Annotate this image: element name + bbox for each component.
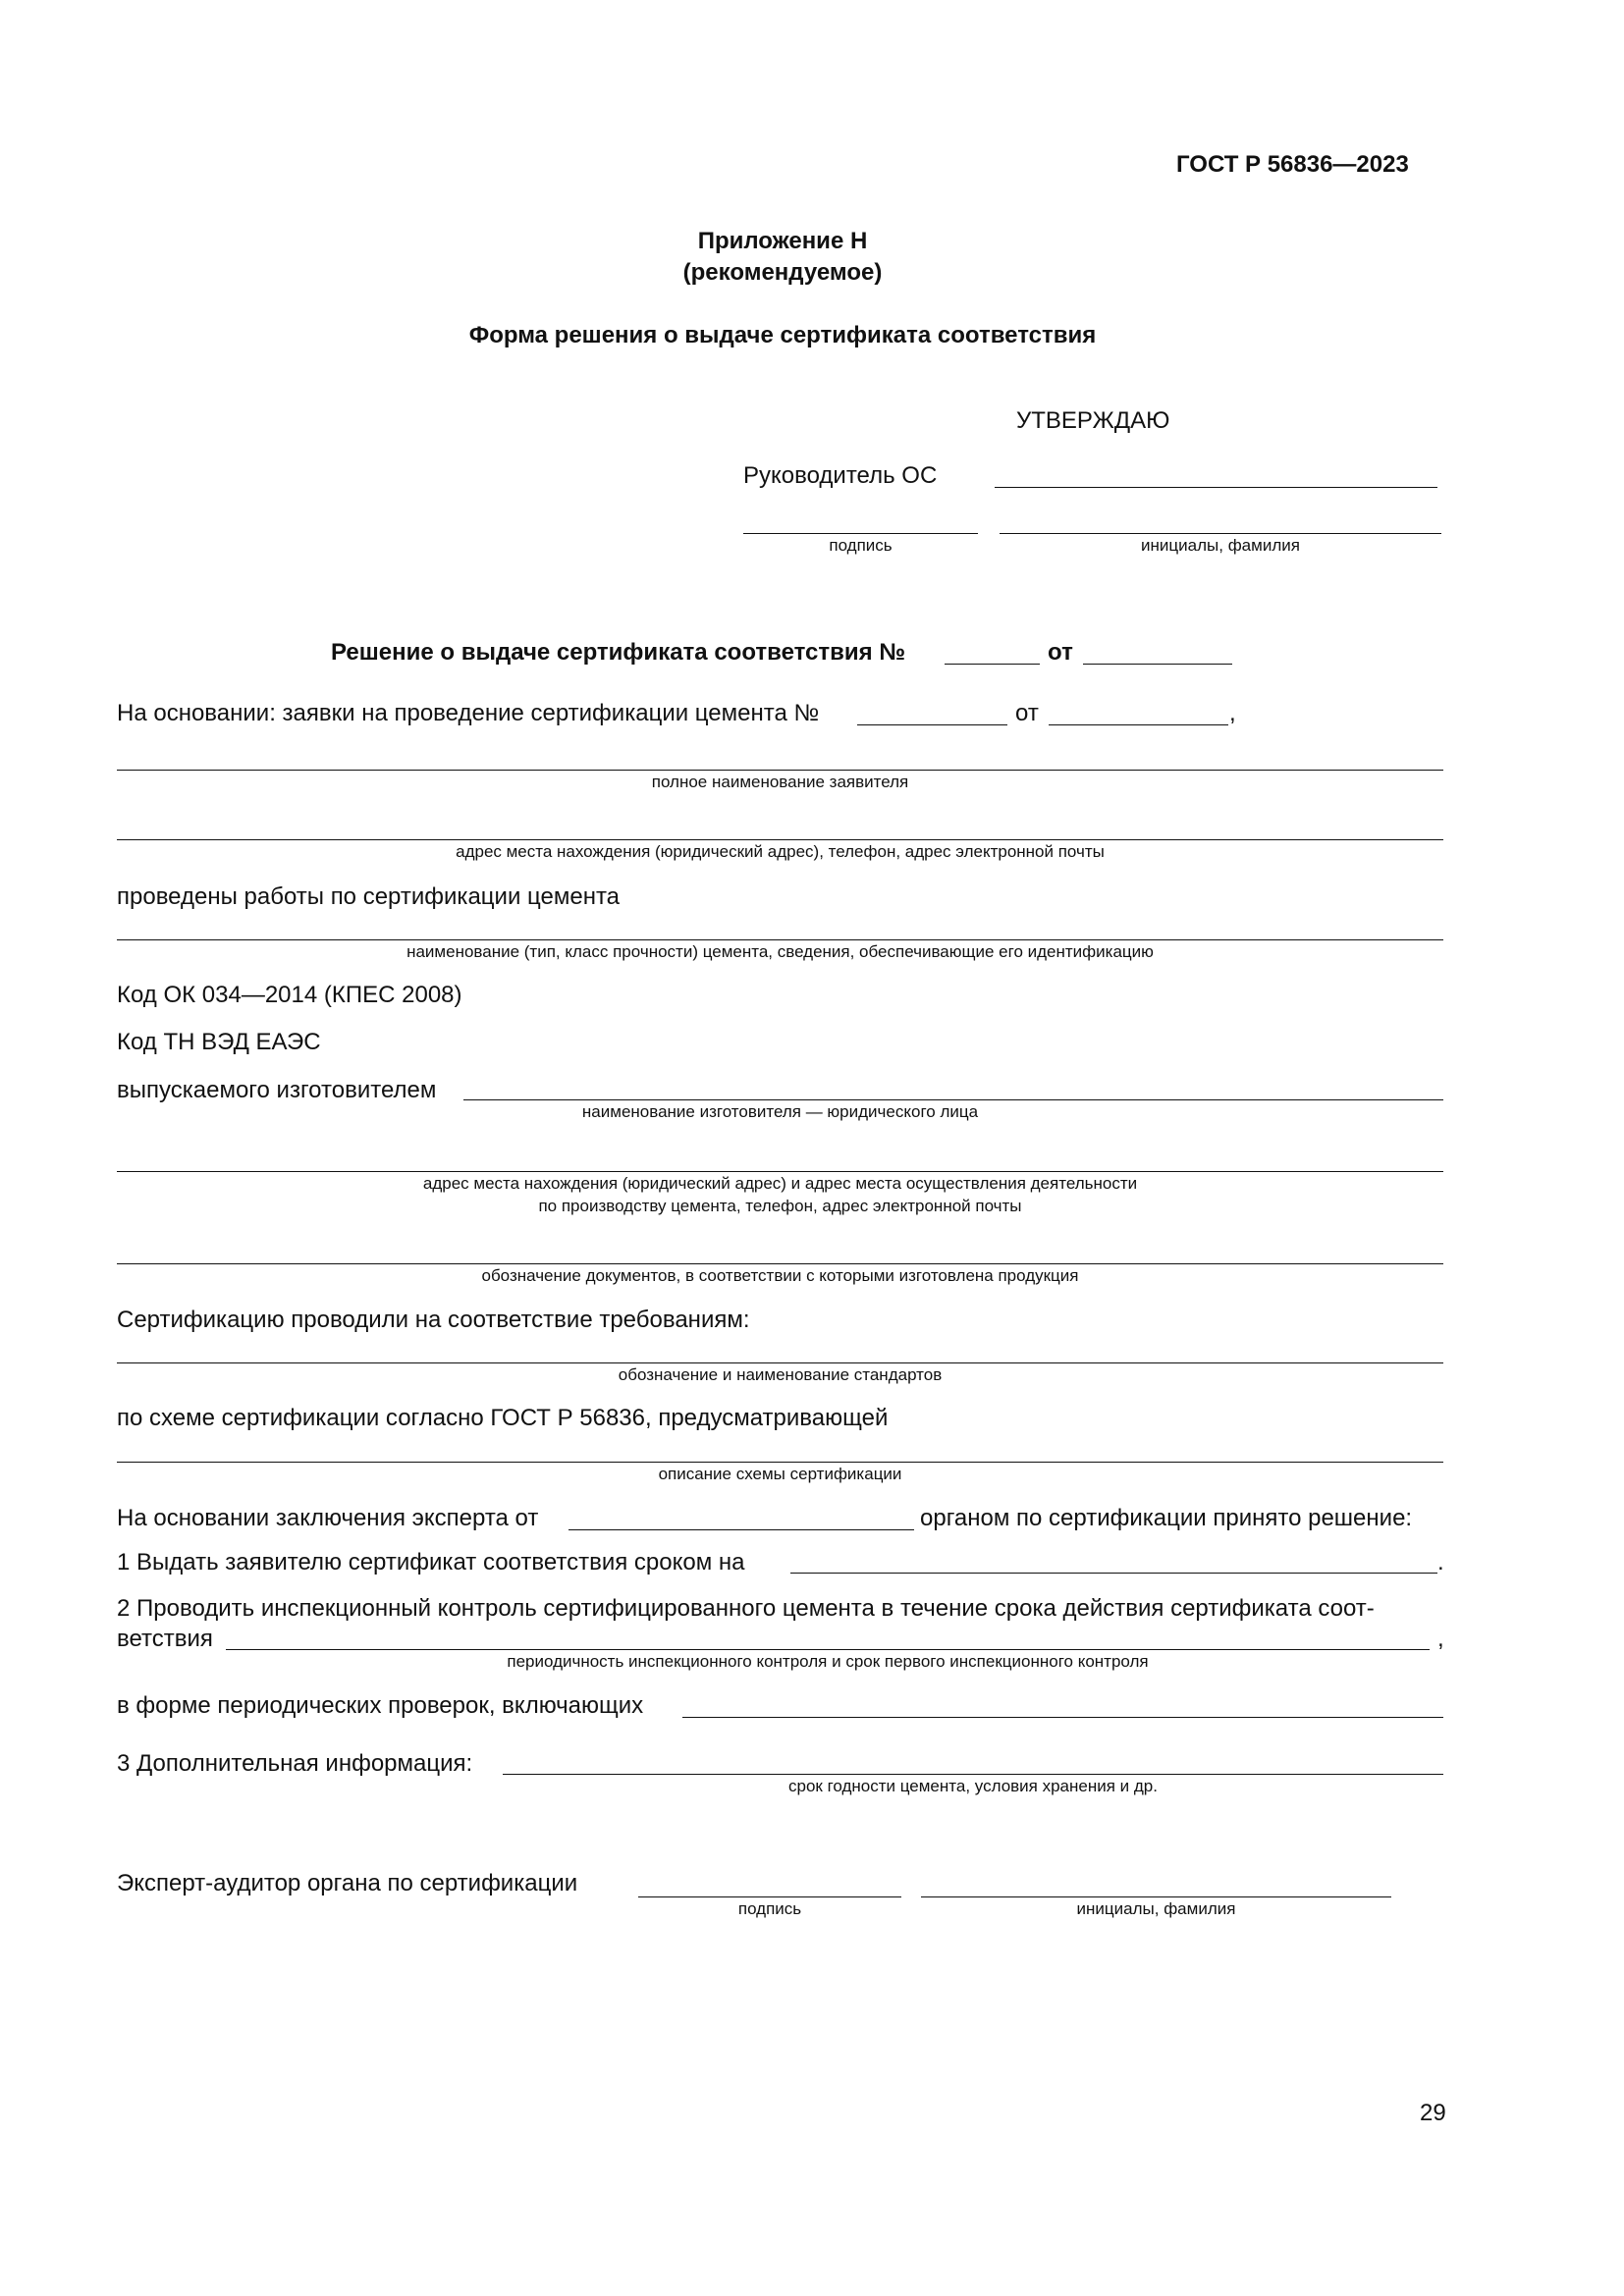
manufacturer-address-field[interactable] [117, 1171, 1443, 1172]
standards-field[interactable] [117, 1362, 1443, 1363]
manufacturer-address-caption-2: по производству цемента, телефон, адрес электронной почты [538, 1197, 1022, 1215]
basis-comma: , [1229, 700, 1236, 726]
certificate-term-field[interactable] [790, 1573, 1437, 1574]
manufacturer-name-field[interactable] [463, 1099, 1443, 1100]
decision-title: Решение о выдаче сертификата соответствия № [331, 639, 906, 666]
expert-name-field[interactable] [921, 1896, 1391, 1897]
head-name-field[interactable] [1000, 533, 1441, 534]
manufacturer-name-caption: наименование изготовителя — юридического лица [581, 1102, 979, 1121]
head-signature-field[interactable] [743, 533, 978, 534]
conclusion-suffix: органом по сертификации принято решение: [920, 1505, 1413, 1531]
basis-from-label: от [1015, 700, 1039, 726]
applicant-address-caption: адрес места нахождения (юридический адрес), телефон, адрес электронной почты [456, 842, 1105, 861]
applicant-name-field[interactable] [117, 770, 1443, 771]
scheme-text: по схеме сертификации согласно ГОСТ Р 56836, предусматривающей [117, 1405, 889, 1431]
head-name-caption: инициалы, фамилия [1141, 536, 1300, 555]
cement-name-field[interactable] [117, 939, 1443, 940]
expert-auditor-label: Эксперт-аудитор органа по сертификации [117, 1870, 578, 1896]
production-docs-field[interactable] [117, 1263, 1443, 1264]
head-os-field[interactable] [995, 487, 1437, 488]
decision-number-field[interactable] [945, 664, 1040, 665]
basis-text: На основании: заявки на проведение сертификации цемента № [117, 700, 820, 726]
manufacturer-label: выпускаемого изготовителем [117, 1077, 437, 1103]
expert-signature-field[interactable] [638, 1896, 901, 1897]
item-2-comma: , [1437, 1626, 1444, 1652]
item-2-text-line-2: ветствия [117, 1626, 213, 1652]
applicant-name-caption: полное наименование заявителя [651, 773, 909, 791]
tnved-code-label: Код ТН ВЭД ЕАЭС [117, 1029, 321, 1055]
okpd-code-label: Код ОК 034—2014 (КПЕС 2008) [117, 982, 462, 1008]
approve-label: УТВЕРЖДАЮ [1016, 407, 1170, 434]
head-os-label: Руководитель ОС [743, 462, 938, 489]
manufacturer-address-caption-1: адрес места нахождения (юридический адрес) и адрес места осуществления деятельности [422, 1174, 1138, 1193]
decision-from-label: от [1048, 639, 1073, 666]
page-number: 29 [1420, 2100, 1446, 2126]
item-2-text-line-1: 2 Проводить инспекционный контроль сертифицированного цемента в течение срока действия сертификата соот- [117, 1595, 1375, 1622]
application-number-field[interactable] [857, 724, 1007, 725]
cement-name-caption: наименование (тип, класс прочности) цемента, сведения, обеспечивающие его идентификацию [406, 942, 1154, 961]
expert-conclusion-date-field[interactable] [568, 1529, 914, 1530]
additional-info-caption: срок годности цемента, условия хранения и др. [788, 1777, 1158, 1795]
works-text: проведены работы по сертификации цемента [117, 883, 621, 910]
form-title: Форма решения о выдаче сертификата соответствия [468, 322, 1097, 348]
appendix-status: (рекомендуемое) [682, 259, 883, 286]
additional-info-field[interactable] [503, 1774, 1443, 1775]
application-date-field[interactable] [1049, 724, 1228, 725]
expert-signature-caption: подпись [737, 1899, 802, 1918]
periodic-checks-text: в форме периодических проверок, включающих [117, 1692, 644, 1719]
periodic-checks-field[interactable] [682, 1717, 1443, 1718]
inspection-control-field[interactable] [226, 1649, 1430, 1650]
requirements-text: Сертификацию проводили на соответствие требованиям: [117, 1307, 750, 1333]
expert-name-caption: инициалы, фамилия [1076, 1899, 1236, 1918]
inspection-control-caption: периодичность инспекционного контроля и срок первого инспекционного контроля [507, 1652, 1149, 1671]
conclusion-prefix: На основании заключения эксперта от [117, 1505, 539, 1531]
decision-date-field[interactable] [1083, 664, 1232, 665]
appendix-title: Приложение Н [697, 228, 868, 254]
standards-caption: обозначение и наименование стандартов [618, 1365, 943, 1384]
item-1-period: . [1437, 1549, 1444, 1575]
applicant-address-field[interactable] [117, 839, 1443, 840]
item-3-text: 3 Дополнительная информация: [117, 1750, 473, 1777]
scheme-description-field[interactable] [117, 1462, 1443, 1463]
item-1-text: 1 Выдать заявителю сертификат соответствия сроком на [117, 1549, 745, 1575]
production-docs-caption: обозначение документов, в соответствии с которыми изготовлена продукция [481, 1266, 1079, 1285]
head-signature-caption: подпись [829, 536, 893, 555]
scheme-description-caption: описание схемы сертификации [658, 1465, 902, 1483]
document-id: ГОСТ Р 56836—2023 [1176, 151, 1409, 178]
